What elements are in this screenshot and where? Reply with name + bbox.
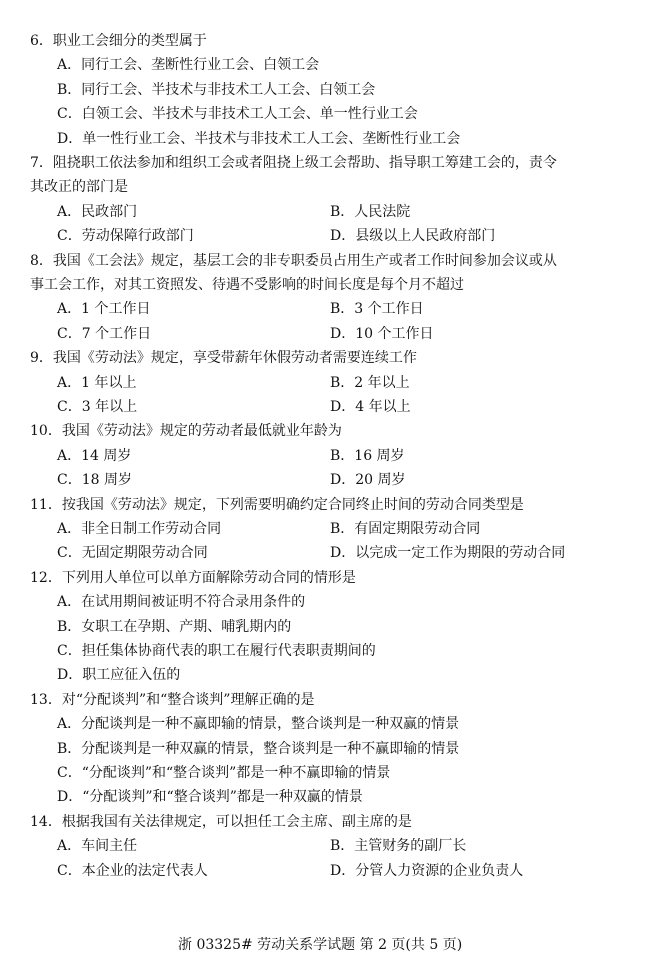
answer-option: B．有固定期限劳动合同: [330, 521, 481, 537]
answer-option: D．“分配谈判”和“整合谈判”都是一种双赢的情景: [57, 789, 363, 806]
question-stem: 7．阻挠职工依法参加和组织工会或者阻挠上级工会帮助、指导职工筹建工会的，责令: [30, 155, 557, 171]
answer-option: C．7 个工作日: [57, 325, 152, 342]
answer-option: C．劳动保障行政部门: [57, 228, 194, 245]
question-stem: 事工会工作，对其工资照发、待遇不受影响的时间长度是每个月不超过: [30, 277, 464, 293]
answer-option: A．车间主任: [57, 838, 138, 855]
question-stem: 9．我国《劳动法》规定，享受带薪年休假劳动者需要连续工作: [30, 350, 417, 367]
question-stem: 8．我国《工会法》规定，基层工会的非专职委员占用生产或者工作时间参加会议或从: [30, 252, 557, 269]
answer-option: A．分配谈判是一种不赢即输的情景，整合谈判是一种双赢的情景: [57, 716, 460, 733]
question-stem: 10．我国《劳动法》规定的劳动者最低就业年龄为: [30, 423, 342, 440]
question-stem: 11．按我国《劳动法》规定，下列需要明确约定合同终止时间的劳动合同类型是: [30, 496, 524, 513]
answer-option: B．女职工在孕期、产期、哺乳期内的: [57, 618, 292, 635]
answer-option: D．分管人力资源的企业负责人: [330, 862, 524, 879]
answer-option: C．担任集体协商代表的职工在履行代表职责期间的: [57, 643, 376, 659]
answer-option: A．在试用期间被证明不符合录用条件的: [57, 594, 306, 611]
question-stem: 13．对“分配谈判”和“整合谈判”理解正确的是: [30, 691, 315, 708]
answer-option: B．主管财务的副厂长: [330, 838, 467, 855]
answer-option: D．单一性行业工会、半技术与非技术工人工会、垄断性行业工会: [57, 130, 461, 147]
answer-option: C．本企业的法定代表人: [57, 862, 208, 879]
answer-option: D．职工应征入伍的: [57, 667, 181, 684]
question-stem: 其改正的部门是: [30, 179, 128, 196]
page-footer: 浙 03325# 劳动关系学试题 第 2 页(共 5 页): [178, 937, 463, 953]
answer-option: A．1 年以上: [57, 374, 137, 391]
answer-option: D．10 个工作日: [330, 325, 434, 342]
answer-option: B．人民法院: [330, 203, 411, 220]
question-stem: 12．下列用人单位可以单方面解除劳动合同的情形是: [30, 569, 356, 586]
answer-option: D．县级以上人民政府部门: [330, 228, 496, 245]
answer-option: A．1 个工作日: [57, 301, 151, 318]
answer-option: B．2 年以上: [330, 374, 410, 391]
answer-option: D．20 周岁: [330, 472, 406, 489]
answer-option: C．白领工会、半技术与非技术工人工会、单一性行业工会: [57, 106, 418, 123]
answer-option: C．18 周岁: [57, 472, 132, 489]
answer-option: B．3 个工作日: [330, 301, 424, 318]
answer-option: D．以完成一定工作为期限的劳动合同: [330, 545, 566, 562]
answer-option: A．非全日制工作劳动合同: [57, 521, 222, 537]
answer-option: B．同行工会、半技术与非技术工人工会、白领工会: [57, 81, 376, 98]
answer-option: C．“分配谈判”和“整合谈判”都是一种不赢即输的情景: [57, 765, 391, 781]
answer-option: C．无固定期限劳动合同: [57, 545, 208, 562]
answer-option: D．4 年以上: [330, 399, 411, 415]
answer-option: A．14 周岁: [57, 447, 132, 464]
question-stem: 6．职业工会细分的类型属于: [30, 33, 207, 49]
answer-option: C．3 年以上: [57, 399, 138, 415]
answer-option: B．16 周岁: [330, 447, 405, 464]
question-stem: 14．根据我国有关法律规定，可以担任工会主席、副主席的是: [30, 813, 412, 830]
answer-option: A．民政部门: [57, 203, 138, 220]
answer-option: A．同行工会、垄断性行业工会、白领工会: [57, 57, 320, 74]
answer-option: B．分配谈判是一种双赢的情景，整合谈判是一种不赢即输的情景: [57, 740, 460, 757]
